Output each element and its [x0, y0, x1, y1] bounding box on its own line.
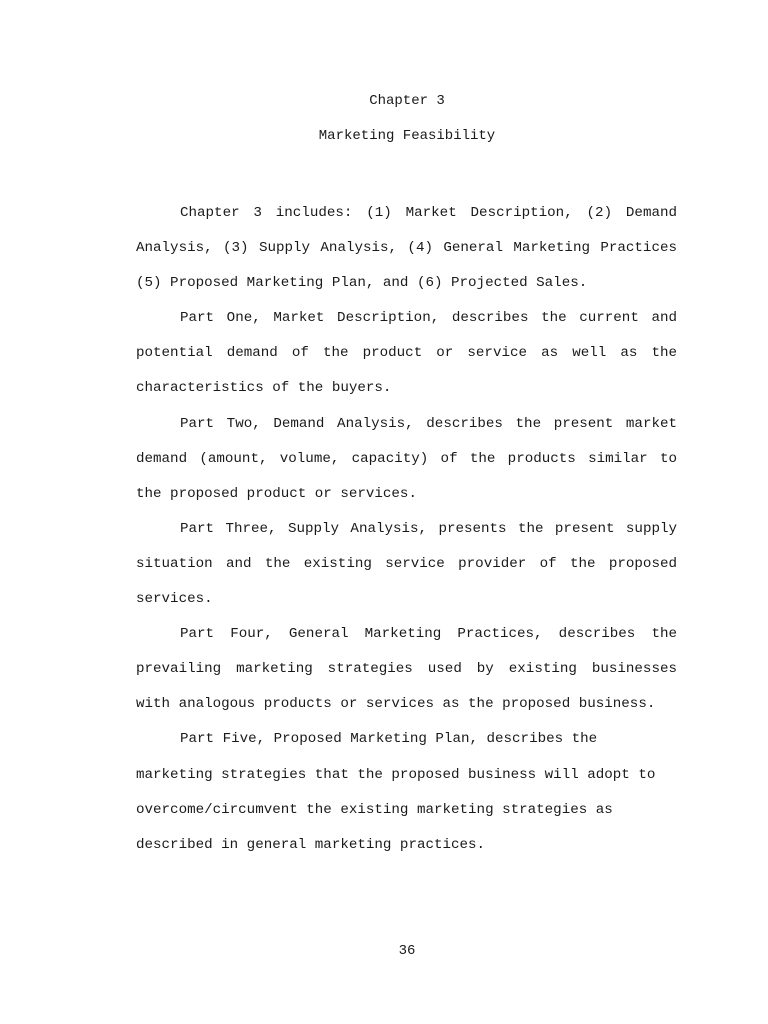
paragraph-part-four: Part Four, General Marketing Practices, describes the prevailing marketing strategies used by existing businesses with analogous products or services as the proposed business.: [136, 626, 677, 713]
paragraph-part-one: Part One, Market Description, describes the current and potential demand of the product or service as well as the characteristics of the buyers.: [136, 310, 677, 397]
document-body: [136, 196, 677, 863]
paragraph-intro: Chapter 3 includes: (1) Market Description, (2) Demand Analysis, (3) Supply Analysis, (4) General Marketing Practices (5) Proposed Marketing Plan, and (6) Projected Sales.: [136, 205, 677, 292]
chapter-number: Chapter 3: [369, 93, 445, 109]
paragraph-part-two: Part Two, Demand Analysis, describes the present market demand (amount, volume, capacity) of the products similar to the proposed product or services.: [136, 415, 677, 502]
page-number: 36: [398, 943, 416, 959]
paragraph-part-five: Part Five, Proposed Marketing Plan, describes the marketing strategies that the proposed business will adopt to overcome/circumvent the existing marketing strategies as described in general marketing practices.: [136, 731, 656, 853]
chapter-title: Marketing Feasibility: [318, 128, 496, 144]
paragraph-part-three: Part Three, Supply Analysis, presents the present supply situation and the existing service provider of the proposed services.: [136, 520, 677, 608]
